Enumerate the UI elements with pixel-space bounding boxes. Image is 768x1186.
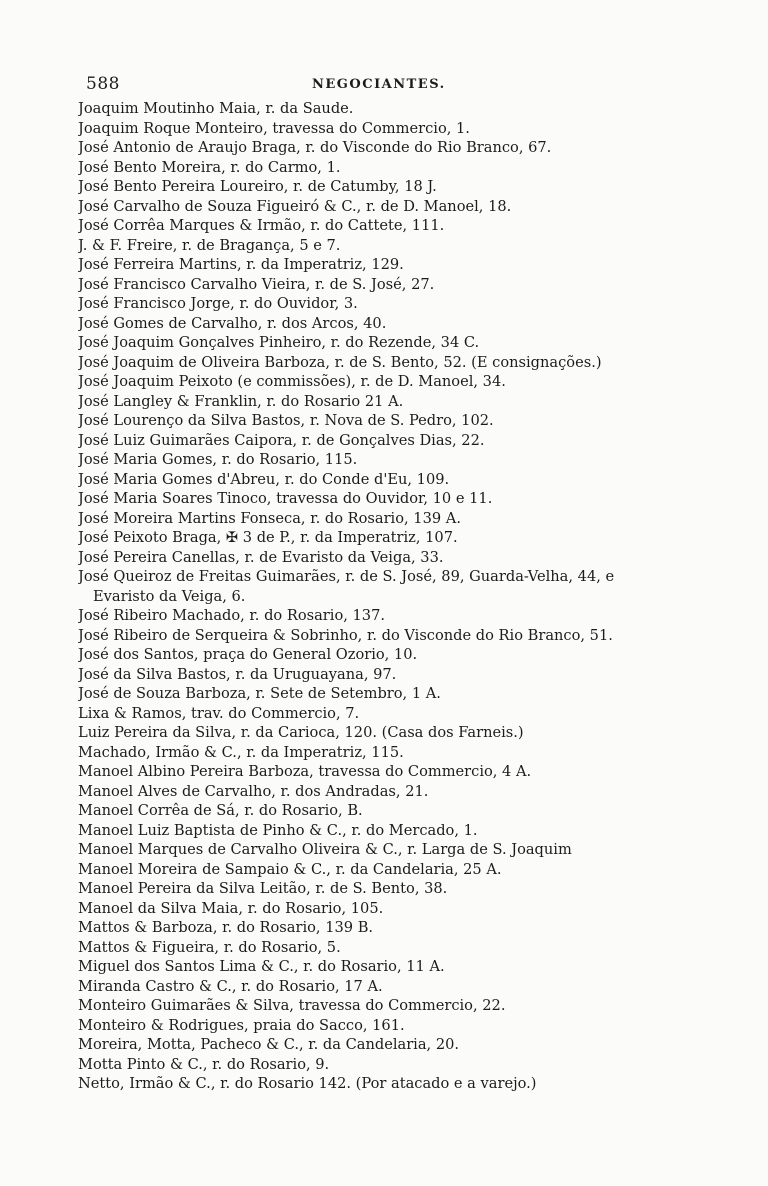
list-item: Lixa & Ramos, trav. do Commercio, 7. <box>78 704 360 722</box>
list-item: Luiz Pereira da Silva, r. da Carioca, 120. (Casa dos Farneis.) <box>78 724 524 741</box>
list-item: Miguel dos Santos Lima & C., r. do Rosario, 11 A. <box>78 958 445 975</box>
list-item: Joaquim Moutinho Maia, r. da Saude. <box>78 100 354 117</box>
list-item: Manoel Albino Pereira Barboza, travessa do Commercio, 4 A. <box>78 763 532 780</box>
list-item: José Antonio de Araujo Braga, r. do Visconde do Rio Branco, 67. <box>78 139 552 156</box>
running-head: NEGOCIANTES. <box>312 77 446 92</box>
list-item: José Langley & Franklin, r. do Rosario 21 A. <box>78 392 404 410</box>
merchant-list <box>78 99 738 1094</box>
list-item: José Queiroz de Freitas Guimarães, r. de S. José, 89, Guarda-Velha, 44, e <box>78 568 615 585</box>
list-item: Manoel Moreira de Sampaio & C., r. da Candelaria, 25 A. <box>78 860 502 878</box>
list-item: José Francisco Jorge, r. do Ouvidor, 3. <box>78 295 358 312</box>
list-item: José Lourenço da Silva Bastos, r. Nova de S. Pedro, 102. <box>78 412 494 429</box>
list-item: José Ferreira Martins, r. da Imperatriz, 129. <box>78 256 404 273</box>
list-item: José Corrêa Marques & Irmão, r. do Cattete, 111. <box>78 217 445 234</box>
list-item-continuation: Evaristo da Veiga, 6. <box>93 587 246 605</box>
list-item: Manoel Corrêa de Sá, r. do Rosario, B. <box>78 802 363 819</box>
list-item: José Ribeiro Machado, r. do Rosario, 137. <box>78 607 386 624</box>
page-number: 588 <box>86 74 120 94</box>
list-item: Miranda Castro & C., r. do Rosario, 17 A. <box>78 977 383 995</box>
list-item: Motta Pinto & C., r. do Rosario, 9. <box>78 1055 330 1073</box>
list-item: Manoel Alves de Carvalho, r. dos Andradas, 21. <box>78 782 429 800</box>
list-item: José Luiz Guimarães Caipora, r. de Gonçalves Dias, 22. <box>78 431 485 449</box>
list-item: José Joaquim Gonçalves Pinheiro, r. do Rezende, 34 C. <box>78 334 480 351</box>
list-item: Joaquim Roque Monteiro, travessa do Commercio, 1. <box>78 119 470 137</box>
list-item: Mattos & Barboza, r. do Rosario, 139 B. <box>78 919 374 936</box>
list-item: José Maria Soares Tinoco, travessa do Ouvidor, 10 e 11. <box>78 490 493 507</box>
list-item: J. & F. Freire, r. de Bragança, 5 e 7. <box>78 236 341 254</box>
list-item: José Maria Gomes d'Abreu, r. do Conde d'Eu, 109. <box>78 470 450 488</box>
list-item: José Peixoto Braga, ✠ 3 de P., r. da Imperatriz, 107. <box>78 529 458 546</box>
list-item: José Bento Pereira Loureiro, r. de Catumby, 18 J. <box>78 178 437 195</box>
list-item: José Maria Gomes, r. do Rosario, 115. <box>78 451 358 468</box>
list-item: Moreira, Motta, Pacheco & C., r. da Candelaria, 20. <box>78 1036 460 1053</box>
list-item: José Bento Moreira, r. do Carmo, 1. <box>78 158 341 176</box>
list-item: Monteiro Guimarães & Silva, travessa do Commercio, 22. <box>78 997 506 1014</box>
list-item: Machado, Irmão & C., r. da Imperatriz, 115. <box>78 743 404 761</box>
list-item: José Pereira Canellas, r. de Evaristo da Veiga, 33. <box>78 548 444 566</box>
list-item: José Joaquim de Oliveira Barboza, r. de S. Bento, 52. (E consignações.) <box>78 353 602 371</box>
list-item: Manoel Luiz Baptista de Pinho & C., r. do Mercado, 1. <box>78 821 478 839</box>
list-item: José Gomes de Carvalho, r. dos Arcos, 40. <box>78 314 387 332</box>
list-item: José Carvalho de Souza Figueiró & C., r. de D. Manoel, 18. <box>78 197 512 215</box>
list-item: Mattos & Figueira, r. do Rosario, 5. <box>78 938 341 956</box>
list-item: Manoel Pereira da Silva Leitão, r. de S. Bento, 38. <box>78 880 448 897</box>
list-item: José da Silva Bastos, r. da Uruguayana, 97. <box>78 665 397 683</box>
list-item: José dos Santos, praça do General Ozorio, 10. <box>78 646 418 663</box>
list-item: Netto, Irmão & C., r. do Rosario 142. (Por atacado e a varejo.) <box>78 1075 537 1092</box>
list-item: Manoel Marques de Carvalho Oliveira & C., r. Larga de S. Joaquim <box>78 841 572 858</box>
list-item: José Francisco Carvalho Vieira, r. de S. José, 27. <box>78 275 435 293</box>
list-item: José de Souza Barboza, r. Sete de Setembro, 1 A. <box>78 685 441 702</box>
list-item: José Joaquim Peixoto (e commissões), r. de D. Manoel, 34. <box>78 373 506 390</box>
list-item: Manoel da Silva Maia, r. do Rosario, 105. <box>78 899 384 917</box>
list-item: Monteiro & Rodrigues, praia do Sacco, 161. <box>78 1016 405 1034</box>
list-item: José Ribeiro de Serqueira & Sobrinho, r. do Visconde do Rio Branco, 51. <box>78 626 613 644</box>
list-item: José Moreira Martins Fonseca, r. do Rosario, 139 A. <box>78 509 461 527</box>
